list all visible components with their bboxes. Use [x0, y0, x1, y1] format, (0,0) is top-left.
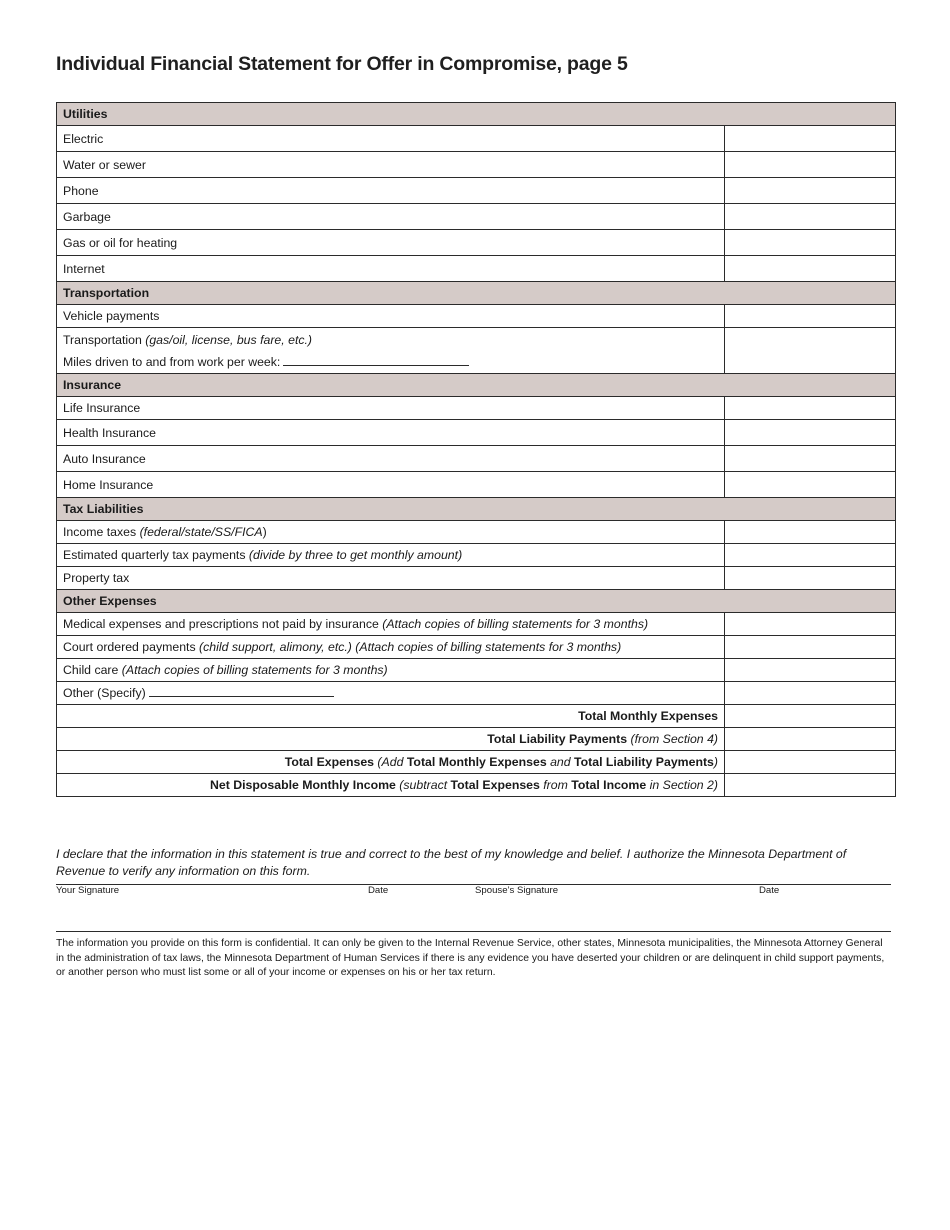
row-label-child-care: Child care (Attach copies of billing statements for 3 months) [57, 659, 725, 682]
confidentiality-notice: The information you provide on this form is confidential. It can only be given to the Internal Revenue Service, other states, Minnesota municipalities, the Minnesota Attorney General in the administration of tax laws, the Minnesota Department of Human Services if there is any evidence you have deserted your children or are delinquent in child support payments, or another person who must list some or all of your income or expenses on his or her tax return. [56, 938, 885, 978]
table-row [57, 420, 896, 446]
amount-field-life-insurance[interactable] [725, 397, 896, 420]
table-row [57, 328, 896, 374]
row-label-auto-insurance: Auto Insurance [57, 446, 725, 472]
row-label-gas-oil-heating: Gas or oil for heating [57, 230, 725, 256]
row-label-court-ordered: Court ordered payments (child support, alimony, etc.) (Attach copies of billing statements for 3 months) [57, 636, 725, 659]
amount-field-court-ordered[interactable] [725, 636, 896, 659]
row-label-garbage: Garbage [57, 204, 725, 230]
amount-field-property-tax[interactable] [725, 567, 896, 590]
amount-field-net-disposable-income[interactable] [725, 774, 896, 797]
total-monthly-expenses-label: Total Monthly Expenses [57, 705, 725, 728]
total-liability-payments-label: Total Liability Payments (from Section 4) [57, 728, 725, 751]
amount-field-garbage[interactable] [725, 204, 896, 230]
divider [56, 931, 891, 932]
miles-driven-input[interactable] [283, 355, 469, 366]
amount-field-internet[interactable] [725, 256, 896, 282]
row-label-medical-expenses: Medical expenses and prescriptions not paid by insurance (Attach copies of billing statements for 3 months) [57, 613, 725, 636]
row-label-income-taxes: Income taxes (federal/state/SS/FICA) [57, 521, 725, 544]
table-row [57, 472, 896, 498]
section-heading: Transportation [57, 282, 896, 305]
table-row [57, 751, 896, 774]
section-heading: Other Expenses [57, 590, 896, 613]
table-row [57, 728, 896, 751]
table-row [57, 230, 896, 256]
section-header-insurance [57, 374, 896, 397]
row-label-water-sewer: Water or sewer [57, 152, 725, 178]
spouse-date-label: Date [759, 885, 780, 896]
table-row [57, 204, 896, 230]
amount-field-total-monthly-expenses[interactable] [725, 705, 896, 728]
table-row [57, 126, 896, 152]
amount-field-total-liability-payments[interactable] [725, 728, 896, 751]
section-header-transportation [57, 282, 896, 305]
your-signature-label: Your Signature [56, 885, 120, 896]
amount-field-other[interactable] [725, 682, 896, 705]
table-row [57, 567, 896, 590]
amount-field-electric[interactable] [725, 126, 896, 152]
amount-field-medical-expenses[interactable] [725, 613, 896, 636]
table-row [57, 256, 896, 282]
amount-field-health-insurance[interactable] [725, 420, 896, 446]
amount-field-vehicle-payments[interactable] [725, 305, 896, 328]
table-row [57, 636, 896, 659]
table-row [57, 774, 896, 797]
table-row [57, 659, 896, 682]
row-label-other: Other (Specify) [57, 682, 725, 705]
row-label-transportation: Transportation (gas/oil, license, bus fare, etc.) Miles driven to and from work per week: [57, 328, 725, 374]
row-label-phone: Phone [57, 178, 725, 204]
table-row [57, 705, 896, 728]
row-label-home-insurance: Home Insurance [57, 472, 725, 498]
table-row [57, 613, 896, 636]
amount-field-home-insurance[interactable] [725, 472, 896, 498]
amount-field-phone[interactable] [725, 178, 896, 204]
row-label-electric: Electric [57, 126, 725, 152]
declaration-text: I declare that the information in this statement is true and correct to the best of my knowledge and belief. I authorize the Minnesota Department of Revenue to verify any information on this form. [56, 847, 847, 878]
row-label-life-insurance: Life Insurance [57, 397, 725, 420]
row-label-property-tax: Property tax [57, 567, 725, 590]
table-row [57, 544, 896, 567]
date-label: Date [368, 885, 389, 896]
table-row [57, 305, 896, 328]
amount-field-water-sewer[interactable] [725, 152, 896, 178]
section-heading: Tax Liabilities [57, 498, 896, 521]
row-label-health-insurance: Health Insurance [57, 420, 725, 446]
amount-field-income-taxes[interactable] [725, 521, 896, 544]
amount-field-auto-insurance[interactable] [725, 446, 896, 472]
expense-table [56, 102, 896, 797]
amount-field-total-expenses[interactable] [725, 751, 896, 774]
row-label-vehicle-payments: Vehicle payments [57, 305, 725, 328]
table-row [57, 446, 896, 472]
amount-field-transportation[interactable] [725, 328, 896, 374]
miles-driven-line: Miles driven to and from work per week: [63, 355, 718, 369]
amount-field-child-care[interactable] [725, 659, 896, 682]
other-specify-input[interactable] [149, 686, 334, 697]
table-row [57, 178, 896, 204]
section-header-other-expenses [57, 590, 896, 613]
table-row [57, 521, 896, 544]
section-header-utilities [57, 103, 896, 126]
table-row [57, 682, 896, 705]
net-disposable-income-label: Net Disposable Monthly Income (subtract Total Expenses from Total Income in Section 2) [57, 774, 725, 797]
table-row [57, 397, 896, 420]
page-title: Individual Financial Statement for Offer in Compromise, page 5 [56, 53, 628, 75]
section-heading: Utilities [57, 103, 896, 126]
spouse-signature-label: Spouse’s Signature [475, 885, 559, 896]
row-label-quarterly-tax: Estimated quarterly tax payments (divide by three to get monthly amount) [57, 544, 725, 567]
amount-field-gas-oil-heating[interactable] [725, 230, 896, 256]
amount-field-quarterly-tax[interactable] [725, 544, 896, 567]
section-header-tax-liabilities [57, 498, 896, 521]
row-label-internet: Internet [57, 256, 725, 282]
table-row [57, 152, 896, 178]
total-expenses-label: Total Expenses (Add Total Monthly Expenses and Total Liability Payments) [57, 751, 725, 774]
section-heading: Insurance [57, 374, 896, 397]
